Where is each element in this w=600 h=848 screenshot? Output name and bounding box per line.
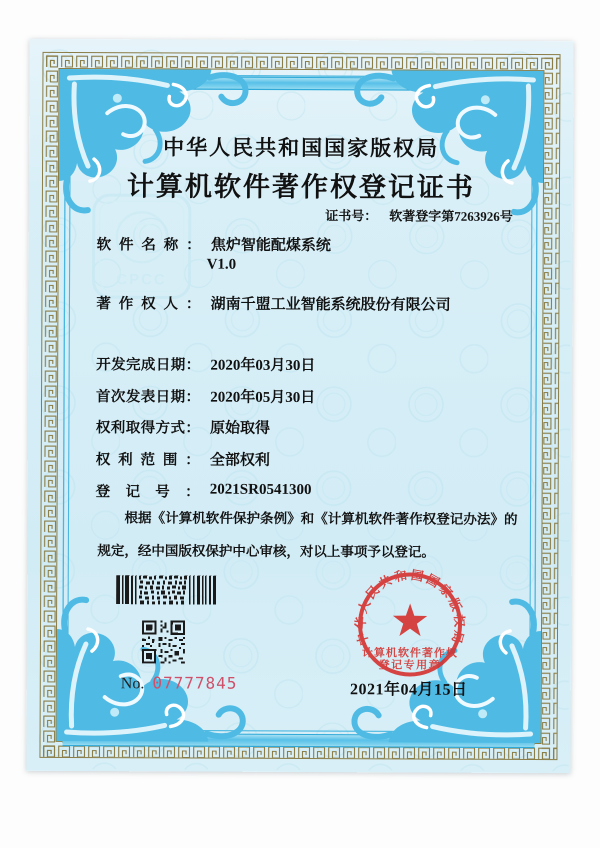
field-value: 焦炉智能配煤系统	[210, 237, 331, 255]
official-seal	[343, 557, 478, 692]
field-label: 登记号：	[95, 484, 200, 501]
serial-number: 07777845	[152, 673, 238, 693]
registration-statement: 根据《计算机软件保护条例》和《计算机软件著作权登记办法》的规定，经中国版权保护中心审核，对以上事项予以登记。	[97, 510, 518, 560]
authority-title: 中华人民共和国国家版权局	[163, 135, 440, 161]
cpcc-watermark-label: CPCC	[116, 271, 167, 289]
qr-code	[142, 620, 185, 663]
field-value: 原始取得	[210, 420, 271, 437]
field-row-dev-complete-date	[96, 353, 315, 375]
seal-line2: 登记专用章	[378, 659, 442, 672]
software-version: V1.0	[206, 256, 237, 273]
field-label: 权利取得方式：	[95, 420, 200, 437]
barcode	[116, 575, 216, 604]
field-value: 全部权利	[209, 452, 270, 469]
seal-arc-text: 中华人民共和国国家版权局	[353, 568, 467, 648]
field-label: 开发完成日期：	[96, 357, 201, 374]
field-row-copyright-owner	[96, 292, 450, 315]
serial-prefix: No.	[120, 675, 145, 693]
field-value: 湖南千盟工业智能系统股份有限公司	[210, 296, 451, 314]
certificate-number-label: 证书号：	[325, 208, 378, 224]
field-value: 2020年03月30日	[210, 357, 316, 375]
certificate-number-line	[325, 205, 513, 225]
field-label: 权利范围：	[95, 452, 200, 469]
seal-star	[393, 603, 427, 636]
certificate-paper	[26, 39, 573, 773]
issue-date: 2021年04月15日	[349, 681, 468, 699]
seal-line1: 计算机软件著作权	[361, 647, 458, 660]
certificate-title: 计算机软件著作权登记证书	[126, 171, 476, 203]
field-row-right-acquisition	[96, 416, 270, 438]
field-label: 软件名称：	[96, 237, 201, 254]
field-label: 著作权人：	[96, 296, 201, 313]
field-value: 2021SR0541300	[209, 481, 312, 499]
serial-number-line	[121, 673, 238, 694]
field-value: 2020年05月30日	[210, 389, 316, 407]
field-row-right-scope	[96, 448, 270, 470]
field-row-software-name	[97, 233, 331, 255]
field-row-first-publish-date	[96, 385, 315, 407]
field-label: 首次发表日期：	[96, 389, 201, 406]
field-row-registration-no	[96, 480, 312, 502]
certificate-number-value: 软著登字第7263926号	[389, 208, 513, 224]
